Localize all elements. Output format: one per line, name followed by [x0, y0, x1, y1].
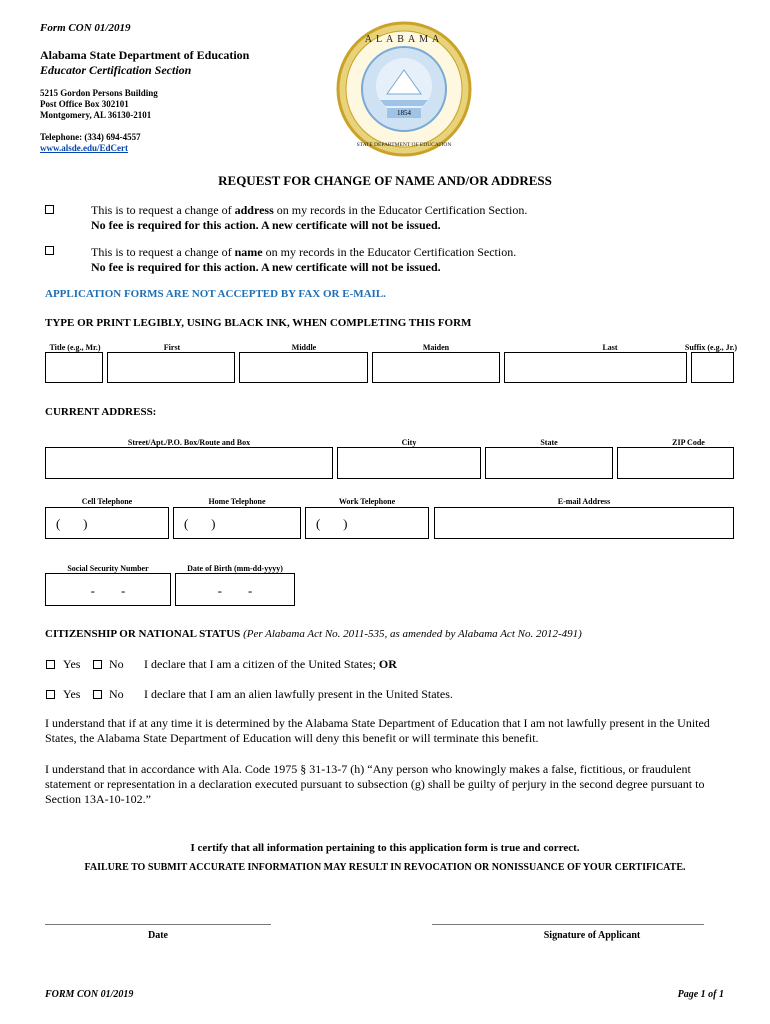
- fax-email-notice: APPLICATION FORMS ARE NOT ACCEPTED BY FAX OR E-MAIL.: [45, 288, 386, 300]
- current-address-heading: CURRENT ADDRESS:: [45, 406, 157, 418]
- telephone: Telephone: (334) 694-4557: [40, 132, 141, 142]
- svg-text:1854: 1854: [397, 109, 411, 117]
- zip-label: ZIP Code: [672, 438, 705, 447]
- street-input[interactable]: [45, 447, 333, 479]
- dob-label: Date of Birth (mm-dd-yyyy): [187, 564, 283, 573]
- address-line-1: 5215 Gordon Persons Building: [40, 88, 158, 98]
- title-input[interactable]: [45, 352, 103, 383]
- svg-text:ALABAMA: ALABAMA: [364, 34, 444, 45]
- dob-input[interactable]: [175, 573, 295, 606]
- section-name: Educator Certification Section: [40, 63, 192, 77]
- lawful-presence-paragraph: I understand that if at any time it is determined by the Alabama State Department of Education that I am not lawfully present in the United States, the Alabama State Department of Education will deny this benefit or will terminate this benefit.: [45, 716, 710, 745]
- citizenship-heading: CITIZENSHIP OR NATIONAL STATUS (Per Alabama Act No. 2011-535, as amended by Alabama Act No. 2012-491): [45, 628, 582, 640]
- maiden-name-input[interactable]: [372, 352, 500, 383]
- first-name-input[interactable]: [107, 352, 235, 383]
- ssn-label: Social Security Number: [67, 564, 149, 573]
- city-input[interactable]: [337, 447, 481, 479]
- citizen-yes-label: Yes: [63, 657, 81, 671]
- name-change-checkbox[interactable]: [45, 246, 54, 255]
- address-change-text: This is to request a change of address on my records in the Educator Certification Section. No fee is required for this action. A new certificate will not be issued.: [91, 203, 528, 232]
- svg-text:STATE DEPARTMENT OF EDUCATION: STATE DEPARTMENT OF EDUCATION: [356, 142, 452, 148]
- middle-name-input[interactable]: [239, 352, 368, 383]
- ssn-input[interactable]: [45, 573, 171, 606]
- title-label: Title (e.g., Mr.): [49, 343, 101, 352]
- alien-declaration: I declare that I am an alien lawfully present in the United States.: [144, 687, 453, 701]
- website-link[interactable]: www.alsde.edu/EdCert: [40, 143, 129, 153]
- street-label: Street/Apt./P.O. Box/Route and Box: [127, 438, 251, 447]
- form-title: REQUEST FOR CHANGE OF NAME AND/OR ADDRESS: [218, 173, 552, 188]
- certify-statement: I certify that all information pertaining to this application form is true and correct.: [190, 842, 580, 854]
- ssn-mask: - -: [90, 583, 126, 598]
- maiden-name-label: Maiden: [422, 343, 450, 352]
- form-id: Form CON 01/2019: [40, 22, 131, 34]
- address-line-2: Post Office Box 302101: [40, 99, 129, 109]
- state-label: State: [540, 438, 558, 447]
- zip-input[interactable]: [617, 447, 734, 479]
- email-label: E-mail Address: [557, 497, 611, 506]
- failure-warning: FAILURE TO SUBMIT ACCURATE INFORMATION MAY RESULT IN REVOCATION OR NONISSUANCE OF YOUR CERTIFICATE.: [84, 862, 686, 873]
- middle-name-label: Middle: [291, 343, 317, 352]
- home-phone-label: Home Telephone: [208, 497, 266, 506]
- email-input[interactable]: [434, 507, 734, 539]
- address-line-3: Montgomery, AL 36130-2101: [40, 110, 152, 120]
- suffix-label: Suffix (e.g., Jr.): [684, 343, 738, 352]
- state-seal-logo: [335, 20, 473, 158]
- suffix-input[interactable]: [691, 352, 734, 383]
- signature-line[interactable]: [432, 924, 704, 925]
- first-name-label: First: [163, 343, 181, 352]
- home-area-code-parens: ( ): [184, 516, 216, 531]
- footer-form-id: FORM CON 01/2019: [45, 989, 134, 1000]
- home-phone-input[interactable]: [173, 507, 301, 539]
- work-phone-input[interactable]: [305, 507, 429, 539]
- citizen-no-checkbox[interactable]: [93, 660, 102, 669]
- cell-phone-input[interactable]: [45, 507, 169, 539]
- ink-instruction: TYPE OR PRINT LEGIBLY, USING BLACK INK, WHEN COMPLETING THIS FORM: [45, 317, 472, 329]
- date-line[interactable]: [45, 924, 271, 925]
- citizen-no-label: No: [109, 657, 124, 671]
- work-area-code-parens: ( ): [316, 516, 348, 531]
- cell-phone-label: Cell Telephone: [81, 497, 133, 506]
- city-label: City: [401, 438, 417, 447]
- state-input[interactable]: [485, 447, 613, 479]
- department-name: Alabama State Department of Education: [40, 48, 250, 62]
- cell-area-code-parens: ( ): [56, 516, 88, 531]
- name-change-text: This is to request a change of name on my records in the Educator Certification Section. No fee is required for this action. A new certificate will not be issued.: [91, 245, 517, 274]
- perjury-paragraph: I understand that in accordance with Ala. Code 1975 § 31-13-7 (h) “Any person who knowingly makes a false, fictitious, or fraudulent statement or representation in a declaration executed pursuant to subsection (g) shall be guilty of perjury in the second degree pursuant to Section 13A-10-102.”: [45, 762, 705, 806]
- alien-yes-label: Yes: [63, 687, 81, 701]
- last-name-input[interactable]: [504, 352, 687, 383]
- last-name-label: Last: [602, 343, 618, 352]
- work-phone-label: Work Telephone: [338, 497, 396, 506]
- signature-label: Signature of Applicant: [543, 930, 641, 941]
- page-number: Page 1 of 1: [677, 989, 724, 1000]
- citizen-declaration: I declare that I am a citizen of the United States; OR: [144, 657, 397, 671]
- date-label: Date: [148, 930, 168, 941]
- alien-no-label: No: [109, 687, 124, 701]
- alien-no-checkbox[interactable]: [93, 690, 102, 699]
- address-change-checkbox[interactable]: [45, 205, 54, 214]
- dob-mask: - -: [217, 583, 253, 598]
- citizen-yes-checkbox[interactable]: [46, 660, 55, 669]
- alien-yes-checkbox[interactable]: [46, 690, 55, 699]
